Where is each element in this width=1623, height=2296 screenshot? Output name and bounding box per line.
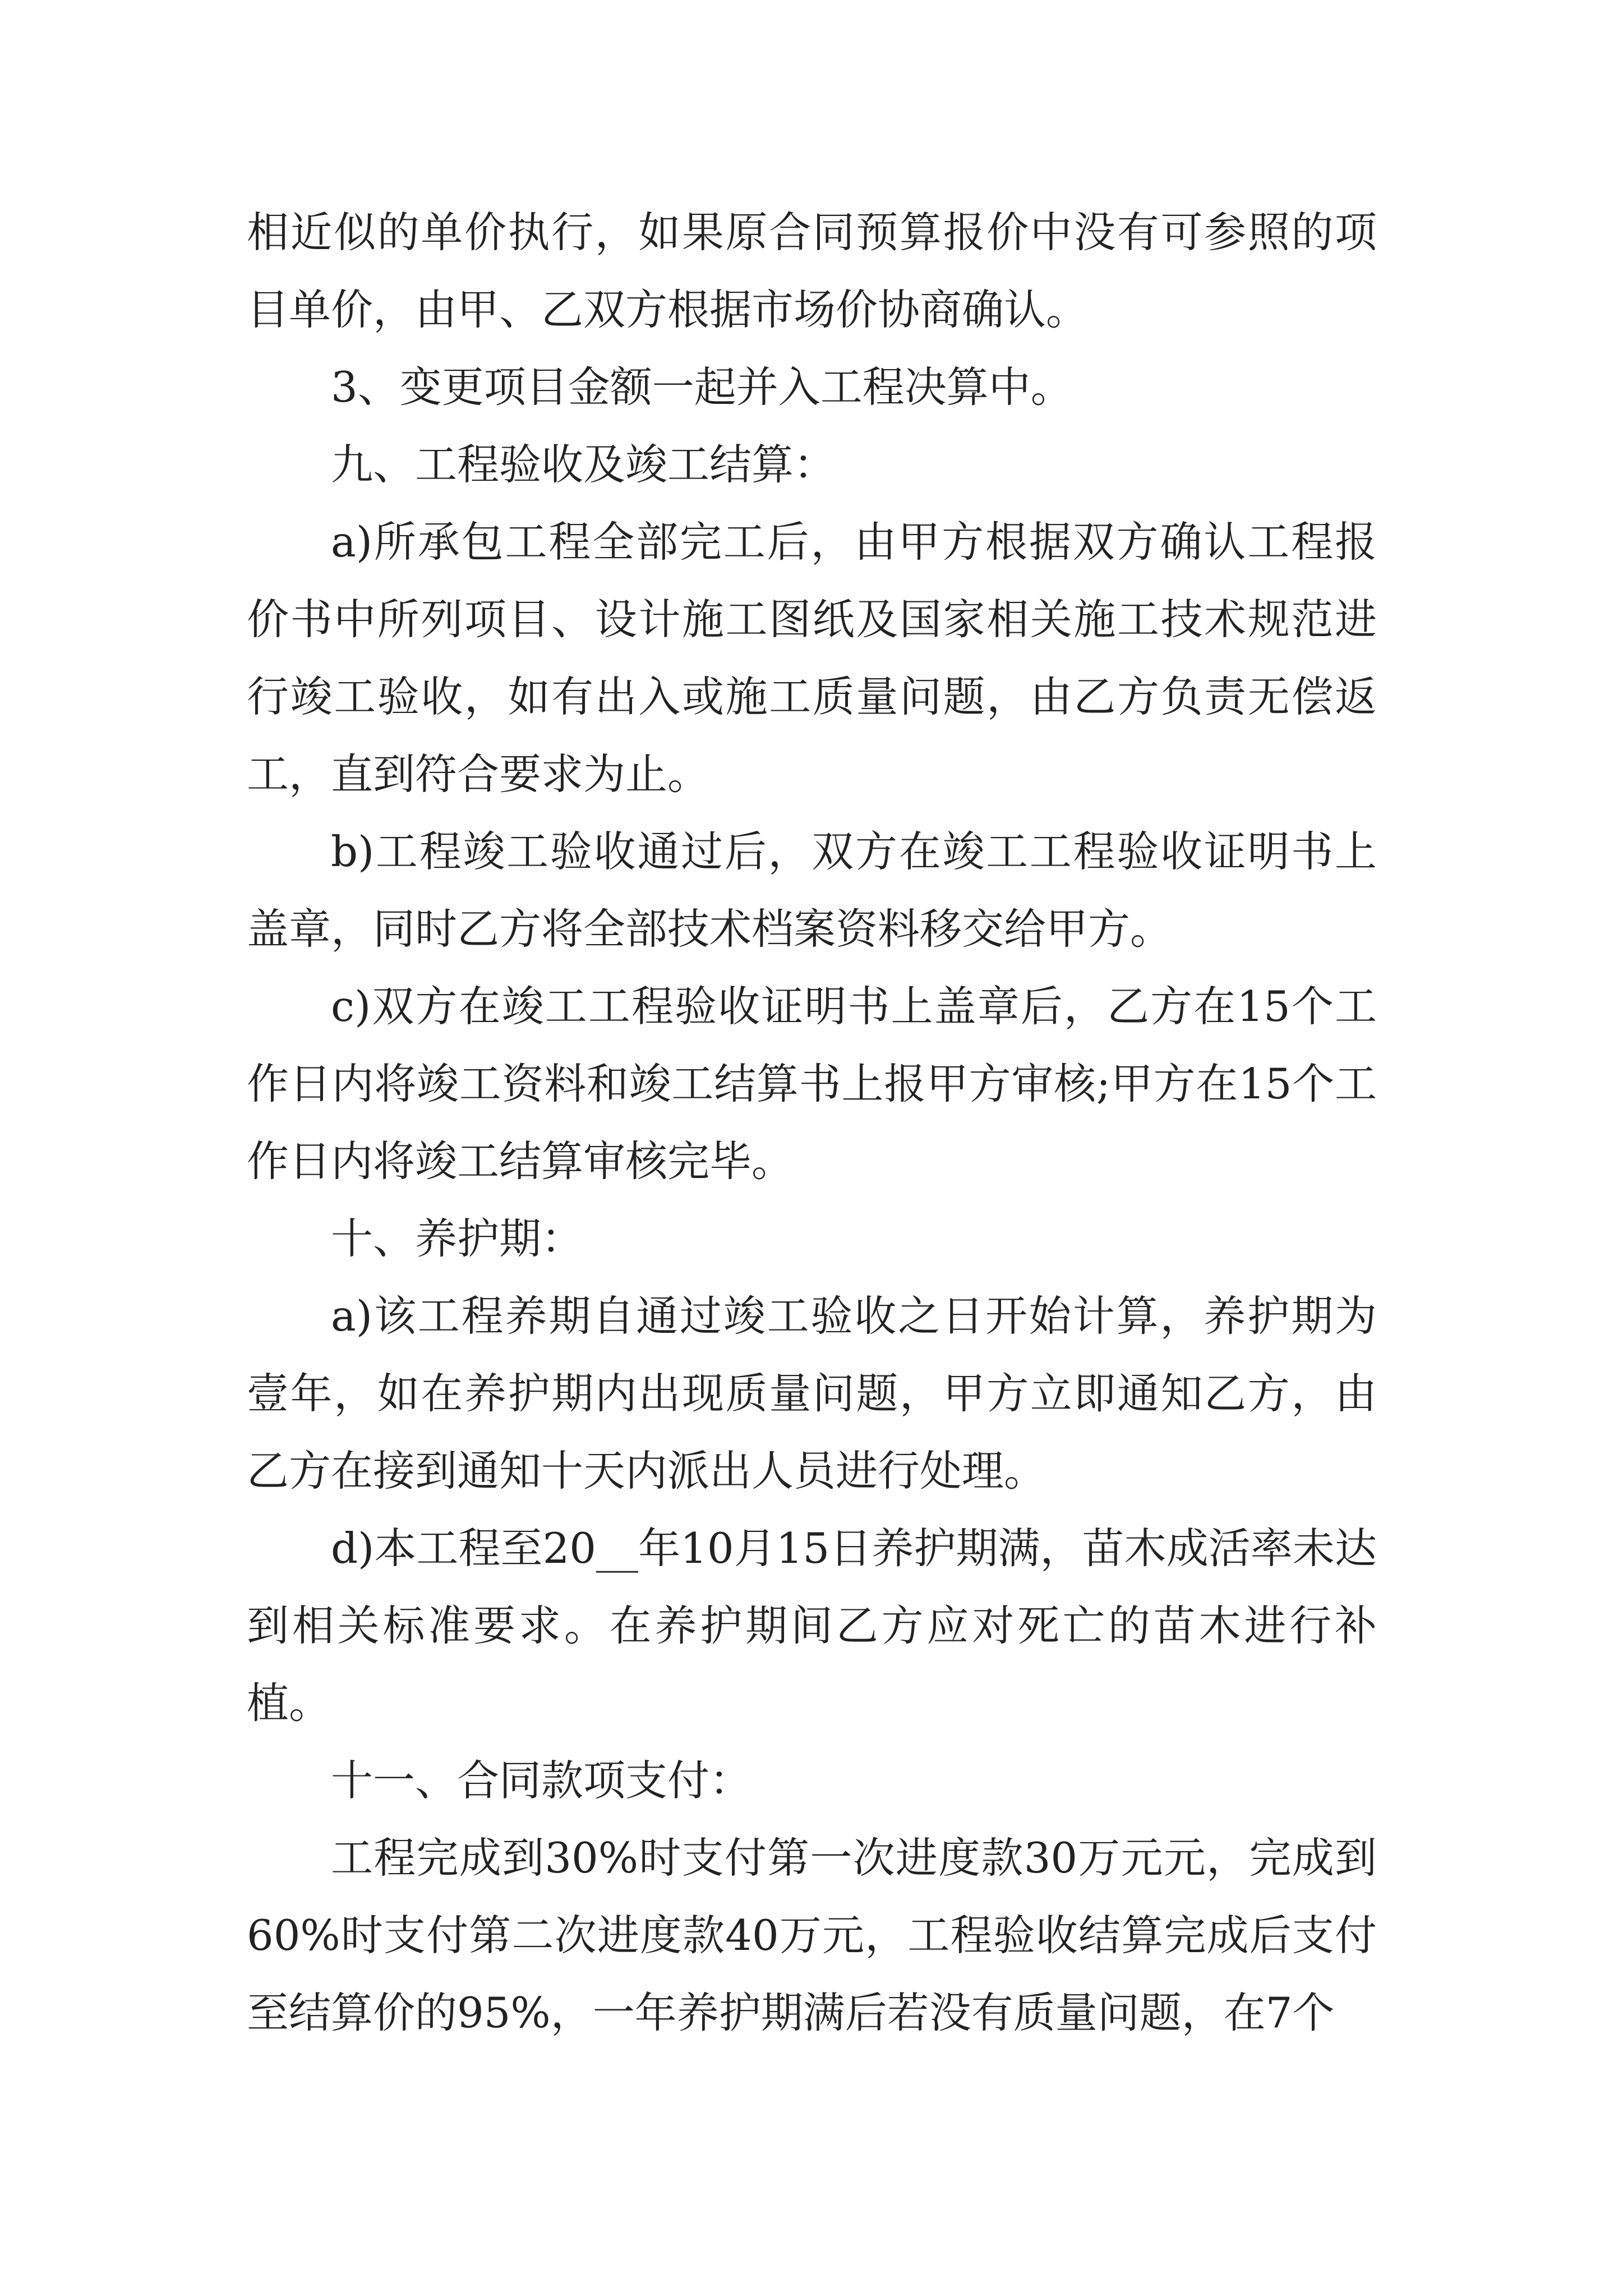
document-body xyxy=(247,194,1377,2051)
paragraph-maintenance-a: a)该工程养期自通过竣工验收之日开始计算，养护期为壹年，如在养护期内出现质量问题，甲方立即通知乙方，由乙方在接到通知十天内派出人员进行处理。 xyxy=(247,1291,1377,1496)
heading-acceptance-settlement: 九、工程验收及竣工结算： xyxy=(331,440,836,489)
paragraph-acceptance-b: b)工程竣工验收通过后，双方在竣工工程验收证明书上盖章，同时乙方将全部技术档案资料移交给甲方。 xyxy=(247,827,1377,954)
heading-maintenance-period: 十、养护期： xyxy=(331,1214,584,1263)
paragraph-acceptance-c: c)双方在竣工工程验收证明书上盖章后，乙方在15个工作日内将竣工资料和竣工结算书上报甲方审核;甲方在15个工作日内将竣工结算审核完毕。 xyxy=(247,982,1377,1186)
paragraph-maintenance-d: d)本工程至20__年10月15日养护期满，苗木成活率未达到相关标准要求。在养护期间乙方应对死亡的苗木进行补植。 xyxy=(247,1524,1377,1728)
paragraph-payment-terms: 工程完成到30%时支付第一次进度款30万元元，完成到60%时支付第二次进度款40万元，工程验收结算完成后支付至结算价的95%，一年养护期满后若没有质量问题，在7个 xyxy=(247,1833,1377,2037)
paragraph-acceptance-a: a)所承包工程全部完工后，由甲方根据双方确认工程报价书中所列项目、设计施工图纸及国家相关施工技术规范进行竣工验收，如有出入或施工质量问题，由乙方负责无偿返工，直到符合要求为止。 xyxy=(247,517,1377,799)
heading-payment: 十一、合同款项支付： xyxy=(331,1756,752,1805)
paragraph-change-amount: 3、变更项目金额一起并入工程决算中。 xyxy=(331,362,1073,412)
paragraph-unit-price-continuation: 相近似的单价执行，如果原合同预算报价中没有可参照的项目单价，由甲、乙双方根据市场价协商确认。 xyxy=(247,208,1377,334)
